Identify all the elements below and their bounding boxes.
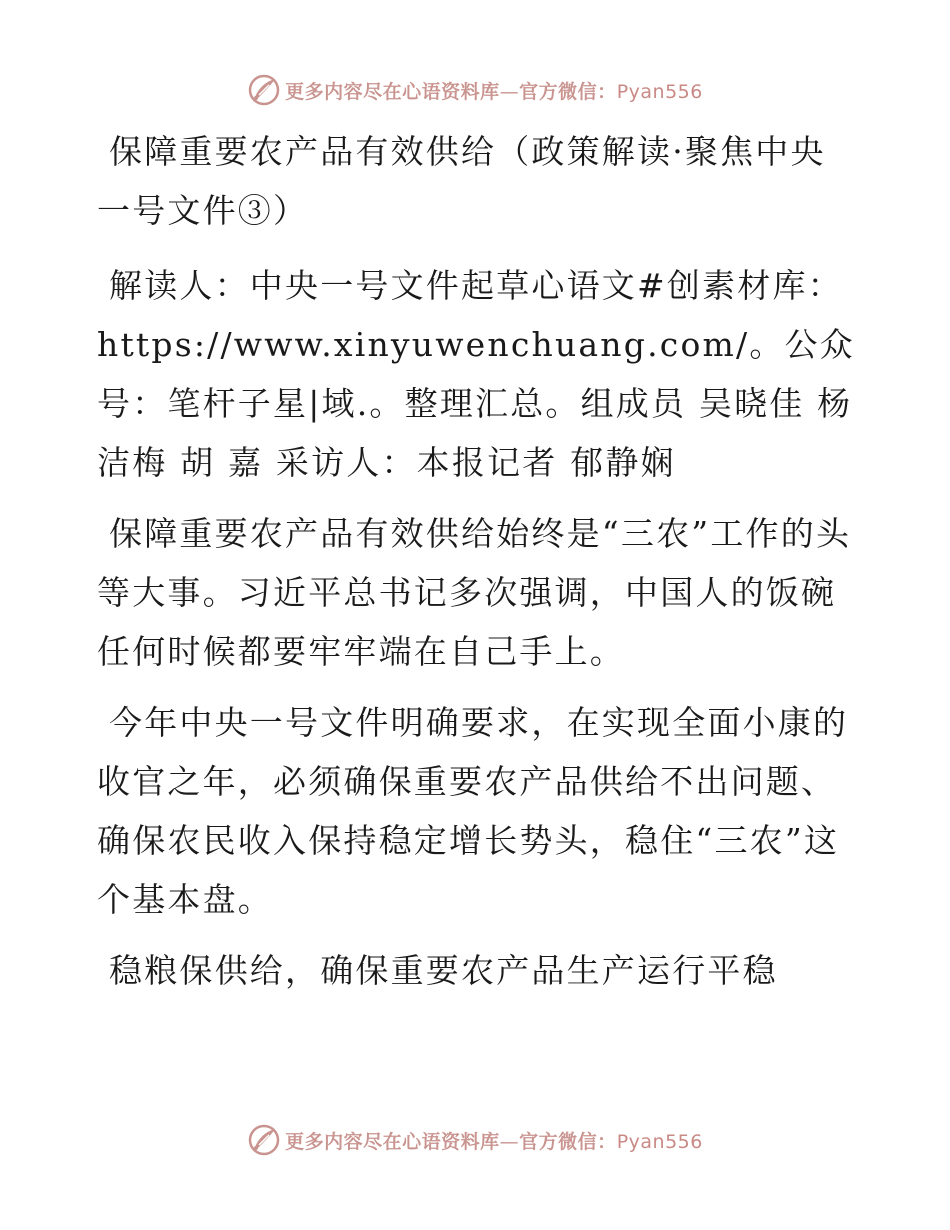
- document-title: 保障重要农产品有效供给（政策解读·聚焦中央一号文件③）: [97, 132, 826, 230]
- footer-watermark: [0, 1120, 950, 1160]
- watermark-id: Pyan556: [616, 80, 703, 103]
- header-watermark: [0, 70, 950, 110]
- watermark-id: Pyan556: [616, 1130, 703, 1153]
- watermark-dash: —: [499, 1130, 520, 1153]
- watermark-main: 更多内容尽在心语资料库: [285, 1130, 500, 1153]
- section-heading: 稳粮保供给，确保重要农产品生产运行平稳: [109, 951, 778, 990]
- ink-pen-logo-icon: [247, 1123, 281, 1157]
- watermark-text: [285, 77, 703, 104]
- watermark-official: 官方微信：: [519, 80, 617, 103]
- document-body: [97, 122, 857, 1012]
- paragraph-1: 保障重要农产品有效供给始终是“三农”工作的头等大事。习近平总书记多次强调，中国人的饭碗任何时候都要牢牢端在自己手上。: [97, 514, 852, 671]
- watermark-dash: —: [499, 80, 520, 103]
- watermark-text: [285, 1127, 703, 1154]
- paragraph-2: 今年中央一号文件明确要求，在实现全面小康的收官之年，必须确保重要农产品供给不出问题、确保农民收入保持稳定增长势头，稳住“三农”这个基本盘。: [97, 703, 849, 919]
- ink-pen-logo-icon: [247, 73, 281, 107]
- document-byline: 解读人：中央一号文件起草心语文#创素材库：https://www.xinyuwenchuang.com/。公众号：笔杆子星|域.。整理汇总。组成员 吴晓佳 杨洁梅 胡 嘉 采访人：本报记者 郁静娴: [97, 266, 855, 482]
- watermark-official: 官方微信：: [519, 1130, 617, 1153]
- watermark-main: 更多内容尽在心语资料库: [285, 80, 500, 103]
